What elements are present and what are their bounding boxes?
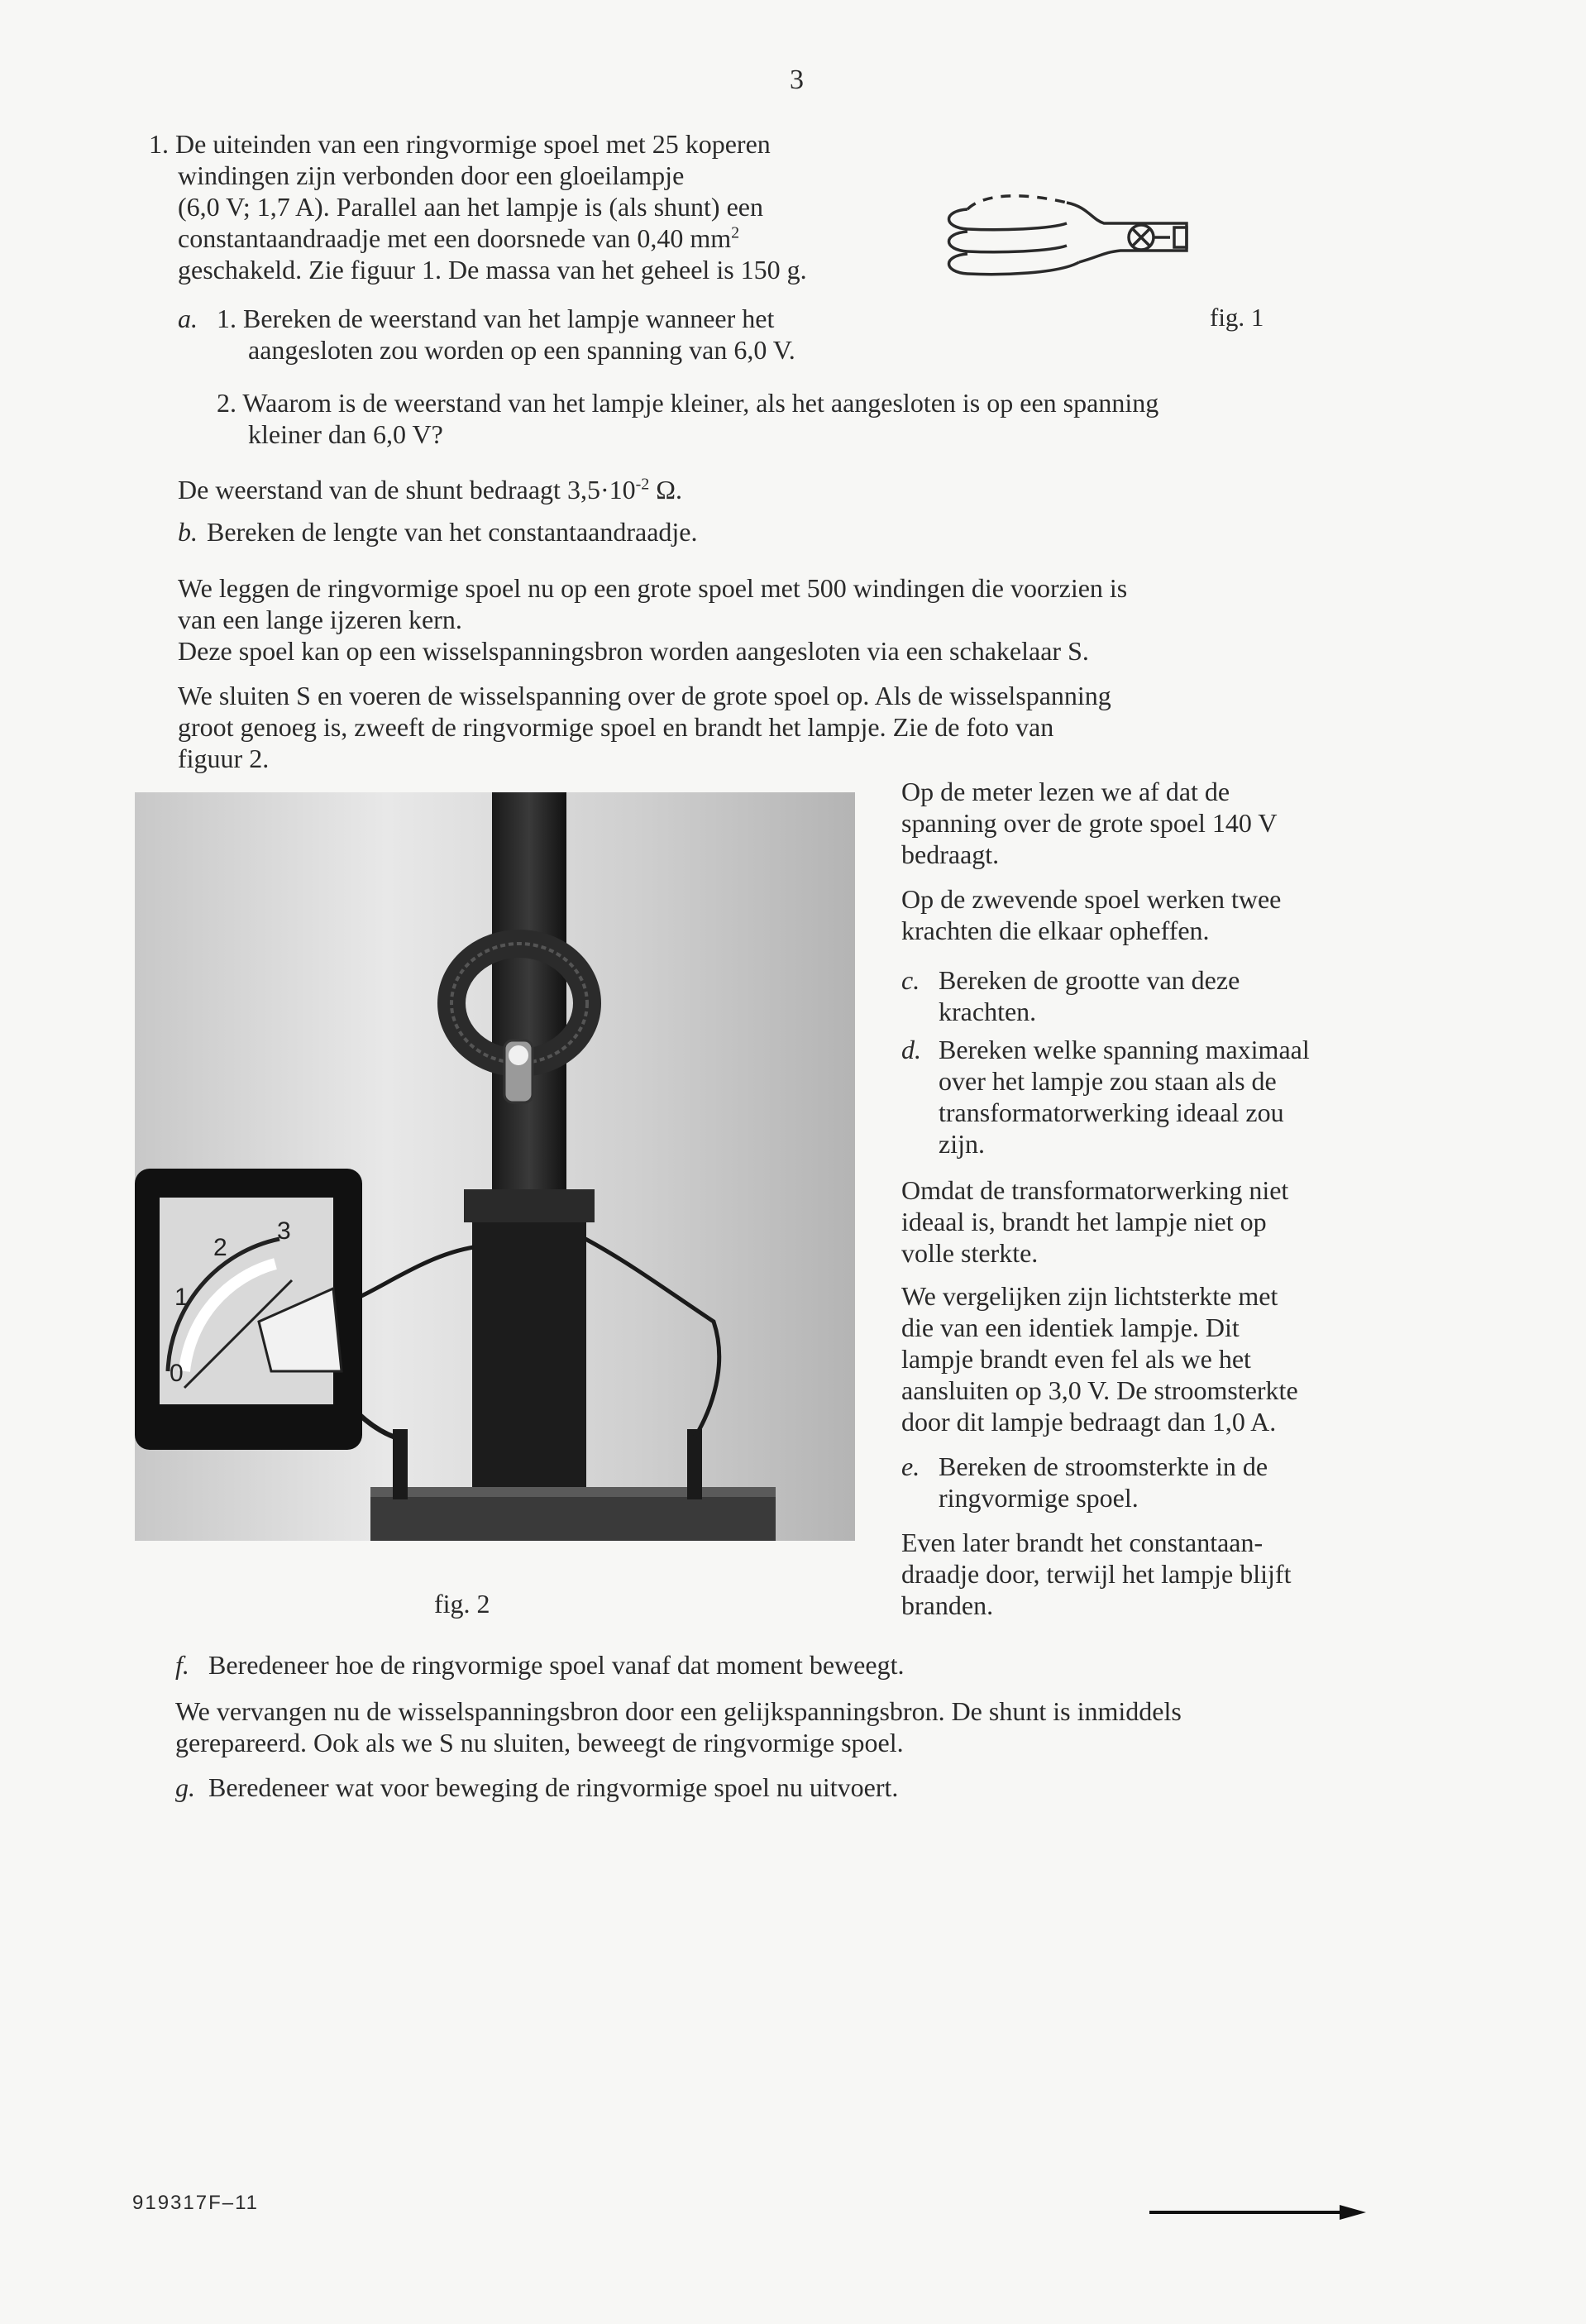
question-e-line-1: Bereken de stroomsterkte in de [939, 1451, 1268, 1481]
right-p3-line-3: volle sterkte. [901, 1238, 1039, 1268]
meter-label-1: 1 [174, 1284, 189, 1311]
para1-line-1: We leggen de ringvormige spoel nu op een grote spoel met 500 windingen die voorzien is [178, 573, 1128, 603]
question-d-letter: d. [901, 1035, 921, 1064]
question-d-line-4: zijn. [939, 1129, 985, 1159]
right-p5-line-3: branden. [901, 1590, 994, 1620]
meter-label-3: 3 [277, 1217, 291, 1245]
fig1-ring-coil-diagram [934, 186, 1348, 289]
question-b-text: Bereken de lengte van het constantaandraadje. [207, 517, 698, 547]
right-p2-line-2: krachten die elkaar opheffen. [901, 916, 1210, 945]
right-p4-line-5: door dit lampje bedraagt dan 1,0 A. [901, 1407, 1277, 1437]
meter-label-0: 0 [170, 1360, 184, 1387]
right-p4-line-2: die van een identiek lampje. Dit [901, 1313, 1240, 1342]
question-d-line-2: over het lampje zou staan als de [939, 1066, 1277, 1096]
question-a1-line-2: aangesloten zou worden op een spanning van 6,0 V. [248, 335, 795, 365]
question-b-letter: b. [178, 517, 198, 547]
right-p4-line-3: lampje brandt even fel als we het [901, 1344, 1251, 1374]
right-p1-line-1: Op de meter lezen we af dat de [901, 777, 1230, 806]
coil-winding-2 [949, 232, 1068, 252]
question-e-letter: e. [901, 1451, 920, 1481]
coil-winding-1 [949, 209, 1068, 230]
intro-line-2: windingen zijn verbonden door een gloeilampje [178, 160, 685, 190]
question-c-letter: c. [901, 965, 920, 995]
fig2-caption: fig. 2 [434, 1589, 490, 1619]
question-a2-line-1: 2. Waarom is de weerstand van het lampje kleiner, als het aangesloten is op een spanning [217, 388, 1159, 418]
question-f-text: Beredeneer hoe de ringvormige spoel vanaf dat moment beweegt. [208, 1650, 905, 1680]
para1-line-3: Deze spoel kan op een wisselspanningsbron worden aangesloten via een schakelaar S. [178, 636, 1089, 666]
question-e-line-2: ringvormige spoel. [939, 1483, 1139, 1513]
right-p5-line-1: Even later brandt het constantaan- [901, 1528, 1264, 1557]
right-p4-line-4: aansluiten op 3,0 V. De stroomsterkte [901, 1375, 1298, 1405]
question-d-line-3: transformatorwerking ideaal zou [939, 1097, 1284, 1127]
question-a-letter: a. [178, 304, 198, 333]
large-coil [472, 1189, 586, 1528]
intro-line-5: geschakeld. Zie figuur 1. De massa van het geheel is 150 g. [178, 255, 807, 285]
next-page-arrow-icon [1149, 2200, 1373, 2225]
question-d-line-1: Bereken welke spanning maximaal [939, 1035, 1310, 1064]
question-g-text: Beredeneer wat voor beweging de ringvormige spoel nu uitvoert. [208, 1772, 899, 1802]
question-f-letter: f. [175, 1650, 189, 1680]
fig1-caption: fig. 1 [1210, 303, 1264, 332]
para2-line-2: groot genoeg is, zweeft de ringvormige spoel en brandt het lampje. Zie de foto van [178, 712, 1054, 742]
right-p1-line-2: spanning over de grote spoel 140 V [901, 808, 1278, 838]
para3-line-1: We vervangen nu de wisselspanningsbron door een gelijkspanningsbron. De shunt is inmiddels [175, 1696, 1182, 1726]
intro-line-1: 1. De uiteinden van een ringvormige spoel met 25 koperen [149, 129, 771, 159]
shunt-resistor [1174, 227, 1187, 247]
shunt-resistance-text: De weerstand van de shunt bedraagt $3,5\cdot 10^{-2}$ Ω. [178, 475, 683, 504]
question-a2-line-2: kleiner dan 6,0 V? [248, 419, 443, 449]
footer-exam-code: 919317F–11 [132, 2192, 260, 2214]
question-a1-line-1: 1. Bereken de weerstand van het lampje wanneer het [217, 304, 775, 333]
question-g-letter: g. [175, 1772, 195, 1802]
intro-line-4: constantaandraadje met een doorsnede van 0,40 $mm^2$ [178, 223, 740, 253]
para2-line-3: figuur 2. [178, 744, 270, 773]
para1-line-2: van een lange ijzeren kern. [178, 605, 462, 634]
coil-winding-3 [949, 254, 1080, 275]
meter-label-2: 2 [213, 1234, 227, 1261]
iron-core-rod [492, 792, 566, 1255]
para3-line-2: gerepareerd. Ook als we S nu sluiten, beweegt de ringvormige spoel. [175, 1728, 904, 1757]
intro-line-3: (6,0 V; 1,7 A). Parallel aan het lampje is (als shunt) een [178, 192, 763, 222]
question-c-line-1: Bereken de grootte van deze [939, 965, 1240, 995]
right-p3-line-1: Omdat de transformatorwerking niet [901, 1175, 1289, 1205]
right-p2-line-1: Op de zwevende spoel werken twee [901, 884, 1282, 914]
question-c-line-2: krachten. [939, 997, 1037, 1026]
right-p3-line-2: ideaal is, brandt het lampje niet op [901, 1207, 1267, 1236]
right-p4-line-1: We vergelijken zijn lichtsterkte met [901, 1281, 1278, 1311]
right-p5-line-2: draadje door, terwijl het lampje blijft [901, 1559, 1292, 1589]
right-p1-line-3: bedraagt. [901, 839, 1000, 869]
page-number: 3 [790, 65, 804, 95]
para2-line-1: We sluiten S en voeren de wisselspanning over de grote spoel op. Als de wisselspanning [178, 681, 1111, 710]
fig2-photo [135, 792, 855, 1541]
